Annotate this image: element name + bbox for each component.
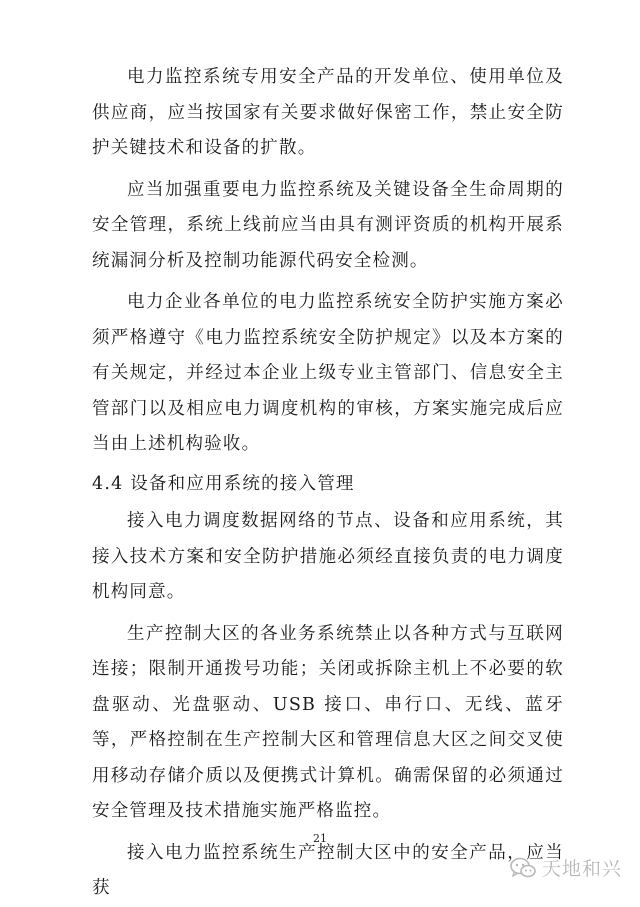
paragraph: 生产控制大区的各业务系统禁止以各种方式与互联网连接；限制开通拨号功能；关闭或拆除主机上不必要的软盘驱动、光盘驱动、USB 接口、串行口、无线、蓝牙等，严格控制在生产控制大区和管理信息大区之间交叉使用移动存储介质以及便携式计算机。确需保留的必须通过安全管理及技术措施实施严格监控。 (92, 623, 564, 821)
paragraph: 接入电力调度数据网络的节点、设备和应用系统，其接入技术方案和安全防护措施必须经直接负责的电力调度机构同意。 (92, 511, 564, 602)
paragraph: 应当加强重要电力监控系统及关键设备全生命周期的安全管理，系统上线前应当由具有测评资质的机构开展系统漏洞分析及控制功能源代码安全检测。 (92, 179, 564, 271)
watermark (510, 854, 622, 881)
section-heading: 4.4 设备和应用系统的接入管理 (92, 473, 355, 494)
watermark-text: 天地和兴 (541, 858, 622, 880)
paragraph: 电力监控系统专用安全产品的开发单位、使用单位及供应商，应当按国家有关要求做好保密工作，禁止安全防护关键技术和设备的扩散。 (92, 67, 564, 158)
wechat-icon (510, 857, 536, 879)
page-number: 21 (313, 832, 327, 845)
document-body (92, 60, 564, 907)
paragraph: 接入电力监控系统生产控制大区中的安全产品，应当获 (92, 842, 564, 898)
paragraph: 电力企业各单位的电力监控系统安全防护实施方案必须严格遵守《电力监控系统安全防护规定》以及本方案的有关规定，并经过本企业上级专业主管部门、信息安全主管部门以及相应电力调度机构的审核，方案实施完成后应当由上述机构验收。 (92, 292, 564, 454)
